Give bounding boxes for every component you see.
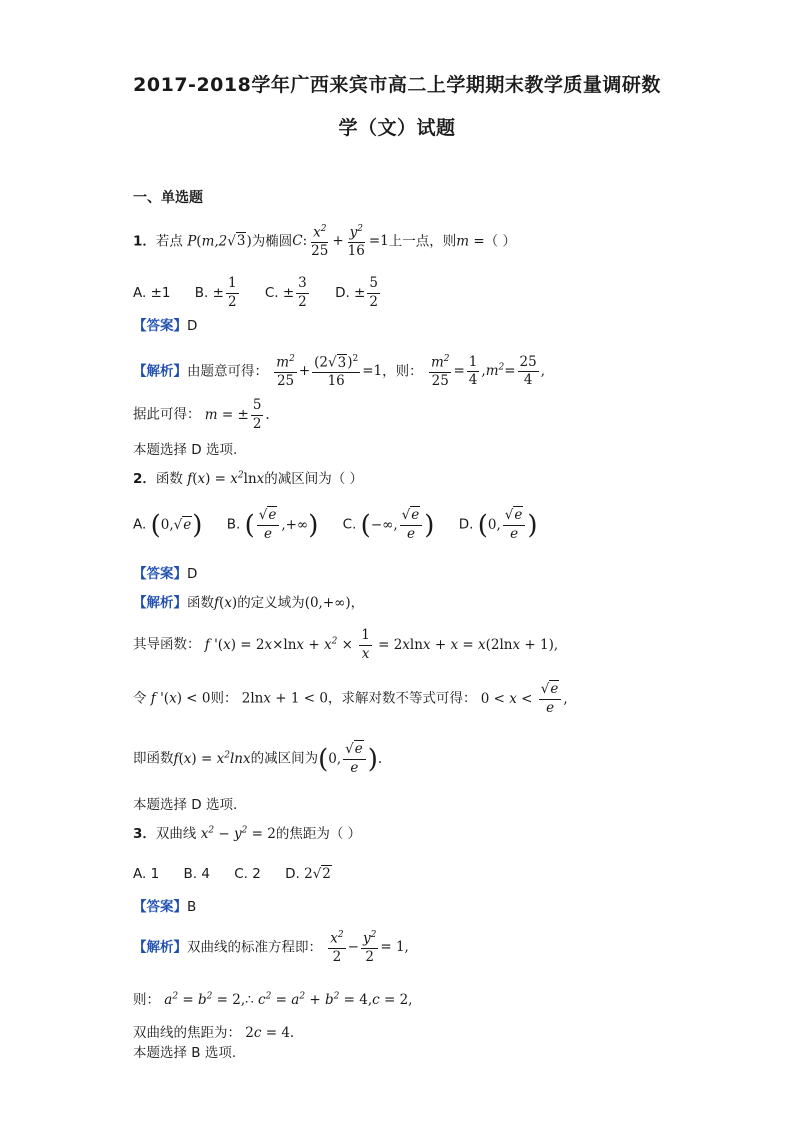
q3-option-b: B. 4 xyxy=(183,866,210,882)
q3-option-c: C. 2 xyxy=(234,866,261,882)
q1-point: P(m,2√3) xyxy=(187,233,252,250)
q1-options xyxy=(133,276,382,310)
q3-stem: 3．双曲线 $x^2 - y^2 = 2$的焦距为（ ） xyxy=(133,825,362,842)
answer-tag: 【答案】 xyxy=(133,318,187,334)
analysis-tag: 【解析】 xyxy=(133,363,187,380)
doc-title-line1: 2017-2018学年广西来宾市高二上学期期末教学质量调研数 xyxy=(133,74,661,96)
q2-option-d: D. (0, $\frac{√e}{e}$ ) xyxy=(458,507,538,542)
analysis-tag: 【解析】 xyxy=(133,939,187,956)
q1-option-d: D. ± $\frac{5}{2}$ xyxy=(335,275,378,310)
q3-analysis-line4: 本题选择 B 选项. xyxy=(133,1045,237,1061)
q3-answer: 【答案】B xyxy=(133,899,197,915)
q3-option-d: D. 2√2 xyxy=(285,866,331,882)
q1-answer: 【答案】D xyxy=(133,318,198,334)
answer-tag: 【答案】 xyxy=(133,566,187,582)
q3-options xyxy=(133,866,332,882)
q2-options xyxy=(133,508,538,542)
q1-analysis-line3: 本题选择 D 选项. xyxy=(133,442,238,458)
q2-option-b: B. ( $\frac{√e}{e}$ ,+∞) xyxy=(226,507,319,542)
q3-analysis-line3: 双曲线的焦距为： 2c = 4. xyxy=(133,1025,295,1041)
q2-number: 2． xyxy=(133,471,156,487)
q3-option-a: A. 1 xyxy=(133,866,160,882)
q2-analysis-line2: 其导函数： f '$(x) = 2x\times\ln x + x^2$ × $\frac{1}{x}$ = 2xlnx + x = x(2lnx + 1), xyxy=(133,627,559,662)
q2-analysis-line4: 即函数$f(x) = x^2\ln x$的减区间为(0, $\frac{√e}{e}$ ). xyxy=(133,741,383,776)
q3-analysis: 【解析】双曲线的标准方程即： $\frac{x^2}{2}$ − $\frac{y^2}{2}$ = 1, xyxy=(133,930,409,966)
q1-option-b: B. ± $\frac{1}{2}$ xyxy=(194,275,237,310)
q2-analysis-line5: 本题选择 D 选项. xyxy=(133,797,238,813)
q1-analysis: 【解析】由题意可得： $\frac{m^2}{25}$ + $\frac{(2√3)^2}{16}$ =1，则： $\frac{m^2}{25}$ = $\frac{1}{4}$ $,m^2=$ $\frac{25}{4}$ , xyxy=(133,353,546,390)
q2-analysis: 【解析】函数f(x)的定义域为(0,+∞)， xyxy=(133,595,365,611)
q3-number: 3． xyxy=(133,826,156,842)
doc-title-line2: 学（文）试题 xyxy=(338,117,456,139)
q1-option-c: C. ± $\frac{3}{2}$ xyxy=(264,275,307,310)
q2-option-a: A. (0,√e) xyxy=(133,510,203,541)
q3-analysis-line2: 则： $a^2 = b^2$ = 2,∴ $c^2 = a^2 + b^2 = 4,c = 2$, xyxy=(133,991,413,1008)
q1-stem: 1．若点 P(m,2√3)为椭圆C: $\frac{x^2}{25}$ + $\frac{y^2}{16}$ =1上一点，则m =（ ） xyxy=(133,224,516,260)
q1-option-a: A. ±1 xyxy=(133,285,171,302)
section-heading: 一、单选题 xyxy=(133,190,203,206)
q1-analysis-line2: 据此可得： m = ± $\frac{5}{2}$ . xyxy=(133,397,270,432)
q1-ellipse: C: $\frac{x^2}{25}$ + $\frac{y^2}{16}$ =1 xyxy=(292,224,389,260)
q1-number: 1． xyxy=(133,233,156,250)
analysis-tag: 【解析】 xyxy=(133,595,187,611)
answer-tag: 【答案】 xyxy=(133,899,187,915)
q2-option-c: C. (−∞, $\frac{√e}{e}$ ) xyxy=(342,507,435,542)
q2-answer: 【答案】D xyxy=(133,566,198,582)
q2-analysis-line3: 令 f '(x) < 0则： 2lnx + 1 < 0，求解对数不等式可得： 0 < x < $\frac{√e}{e}$ , xyxy=(133,681,568,716)
q2-stem: 2．函数 $f(x) = x^2\ln x$的减区间为（ ） xyxy=(133,470,364,487)
